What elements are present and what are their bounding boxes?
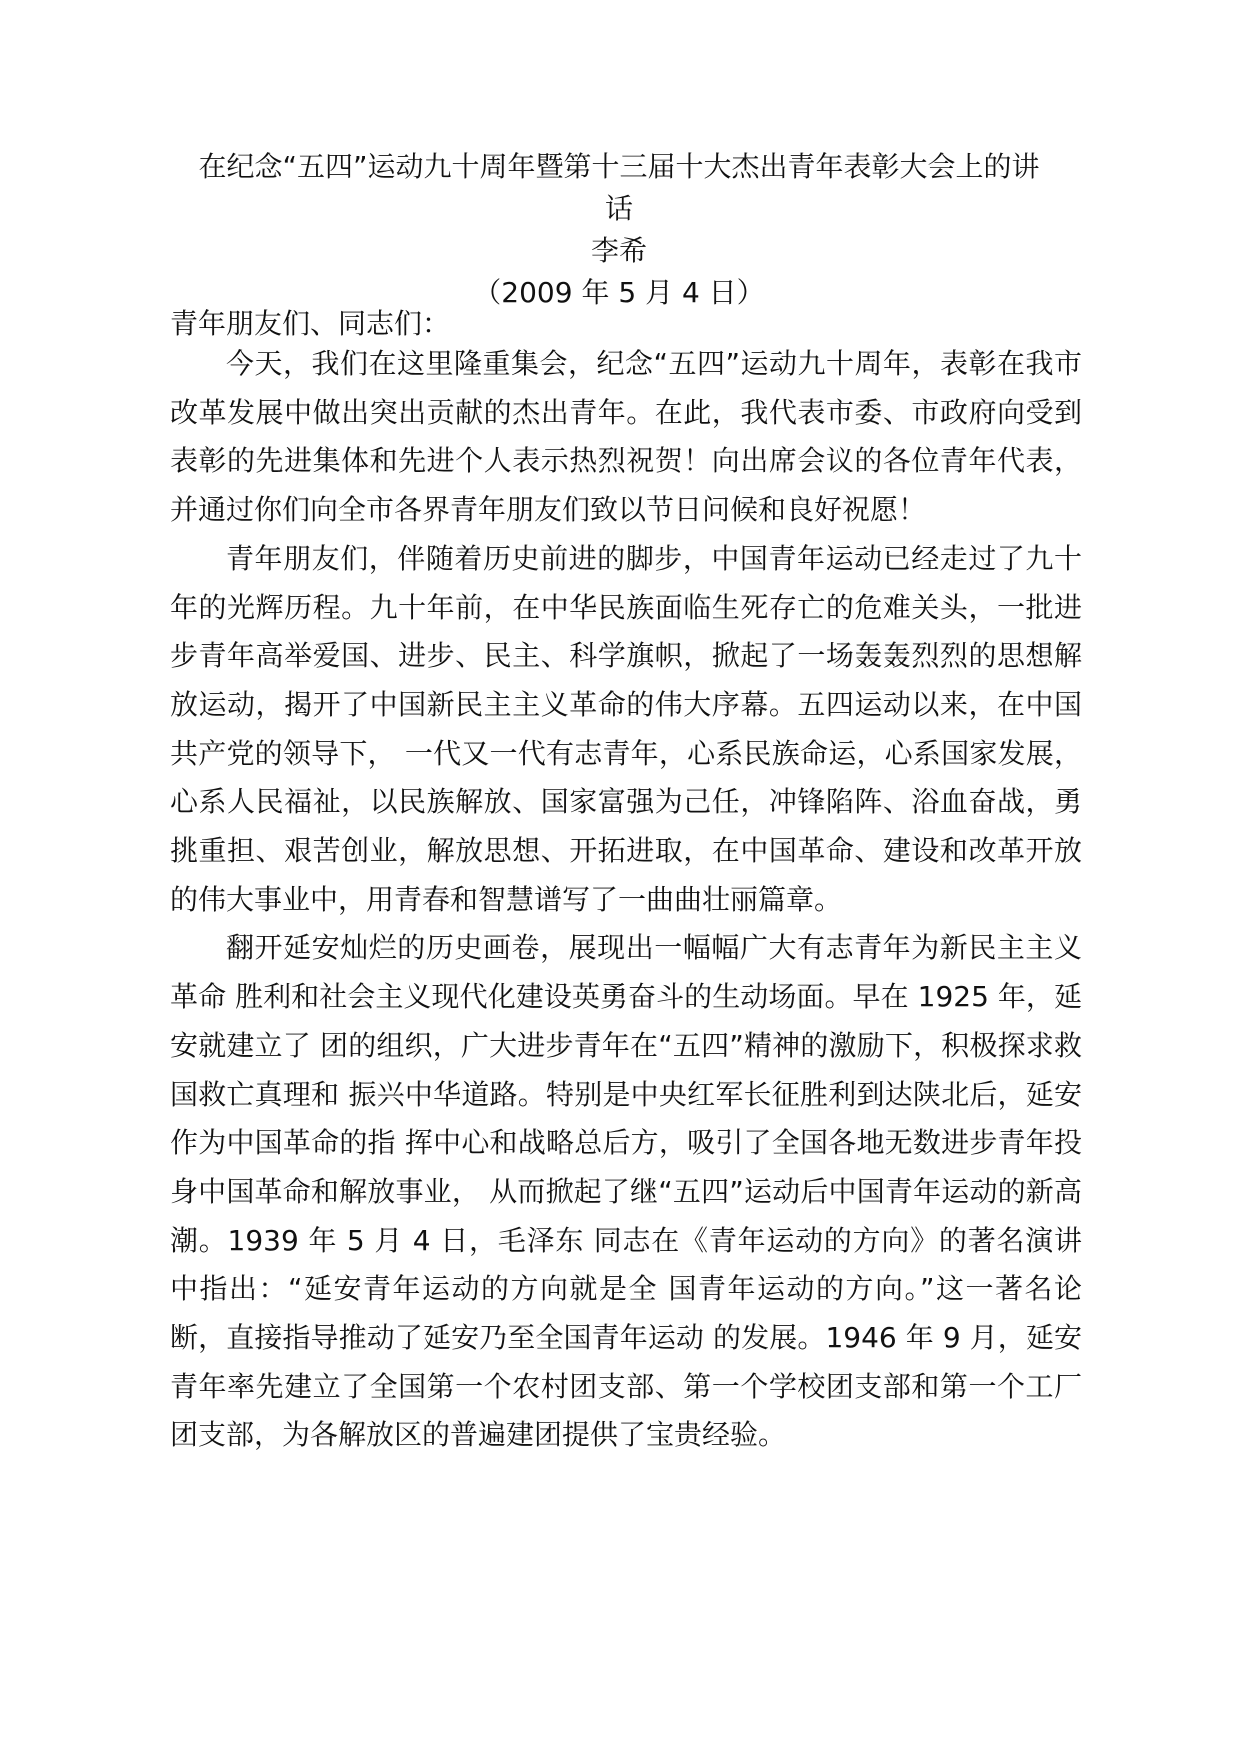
speech-title-line-2: 话 bbox=[604, 192, 633, 225]
speech-salutation: 青年朋友们、同志们： bbox=[170, 307, 451, 340]
speech-author: 李希 bbox=[590, 234, 647, 267]
paragraph-3: 翻开延安灿烂的历史画卷，展现出一幅幅广大有志青年为新民主主义革命 胜利和社会主义现代化建设英勇奋斗的生动场面。早在 1925 年，延安就建立了 团的组织，广大进步青年在“五四”精神的激励下，积极探求救国救亡真理和 振兴中华道路。特别是中央红军长征胜利到达陕北后，延安作为中国革命的指 挥中心和战略总后方，吸引了全国各地无数进步青年投身中国革命和解放事业， 从而掀起了继“五四”运动后中国青年运动的新高潮。1939 年 5 月 4 日，毛泽东 同志在《青年运动的方向》的著名演讲中指出：“延安青年运动的方向就是全 国青年运动的方向。”这一著名论断，直接指导推动了延安乃至全国青年运动 的发展。1946 年 9 月，延安青年率先建立了全国第一个农村团支部、第一个学校团支部和第一个工厂团支部，为各解放区的普遍建团提供了宝贵经验。 bbox=[170, 931, 1082, 1452]
speech-heading bbox=[150, 146, 1088, 314]
speech-date: （2009 年 5 月 4 日） bbox=[473, 276, 765, 309]
speech-body bbox=[170, 340, 1082, 1460]
paragraph-2: 青年朋友们，伴随着历史前进的脚步，中国青年运动已经走过了九十年的光辉历程。九十年前，在中华民族面临生死存亡的危难关头，一批进步青年高举爱国、进步、民主、科学旗帜，掀起了一场轰轰烈烈的思想解放运动，揭开了中国新民主主义革命的伟大序幕。五四运动以来，在中国共产党的领导下， 一代又一代有志青年，心系民族命运，心系国家发展，心系人民福祉，以民族解放、国家富强为己任，冲锋陷阵、浴血奋战，勇挑重担、艰苦创业，解放思想、开拓进取，在中国革命、建设和改革开放的伟大事业中，用青春和智慧谱写了一曲曲壮丽篇章。 bbox=[170, 541, 1082, 916]
speech-title-line-1: 在纪念“五四”运动九十周年暨第十三届十大杰出青年表彰大会上的讲 bbox=[198, 150, 1040, 183]
paragraph-1: 今天，我们在这里隆重集会，纪念“五四”运动九十周年，表彰在我市改革发展中做出突出贡献的杰出青年。在此，我代表市委、市政府向受到表彰的先进集体和先进个人表示热烈祝贺！向出席会议的各位青年代表，并通过你们向全市各界青年朋友们致以节日问候和良好祝愿！ bbox=[170, 347, 1082, 527]
